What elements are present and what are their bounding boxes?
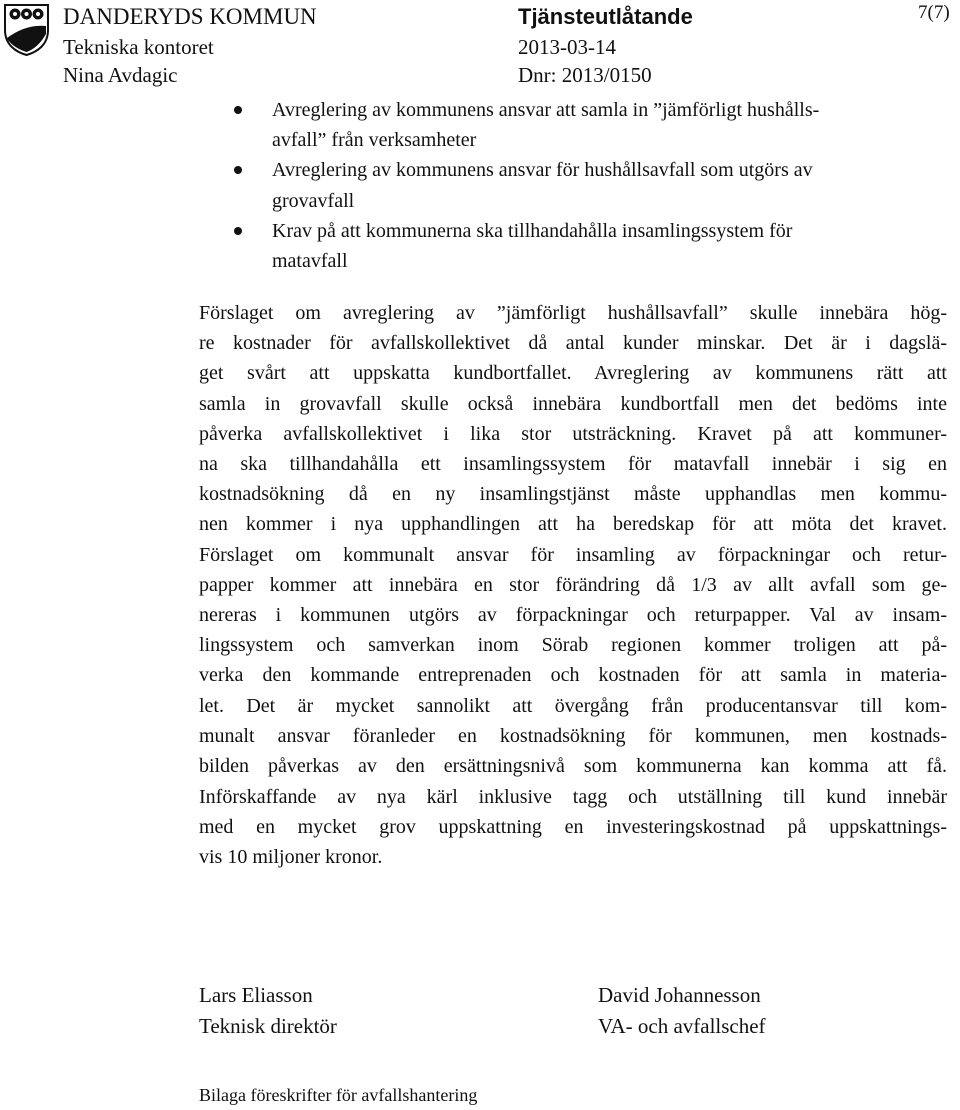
text-line: lingssystem och samverkan inom Sörab regionen kommer troligen att på-: [199, 634, 947, 657]
organization-name: DANDERYDS KOMMUN: [63, 4, 317, 29]
page-number: 7(7): [918, 2, 950, 23]
text-line: Avreglering av kommunens ansvar att samla in ”jämförligt hushålls-: [272, 99, 820, 121]
text-line: munalt ansvar föranleder en kostnadsökning för kommunen, men kostnads-: [199, 724, 947, 747]
text-line: re kostnader för avfallskollektivet då antal kunder minskar. Det är i dagslä-: [199, 332, 947, 355]
text-line: avfall” från verksamheter: [272, 129, 477, 152]
text-line: nen kommer i nya upphandlingen att ha beredskap för att möta det kravet.: [199, 513, 947, 536]
list-item: [236, 155, 956, 215]
author-name: Nina Avdagic: [63, 63, 178, 87]
text-line: matavfall: [272, 250, 348, 273]
department-name: Tekniska kontoret: [63, 35, 214, 59]
text-line: bilden påverkas av den ersättningsnivå som kommunerna kan komma att få.: [199, 755, 947, 778]
bullet-icon: [234, 227, 242, 235]
text-line: get svårt att uppskatta kundbortfallet. Avreglering av kommunens rätt att: [199, 362, 947, 385]
text-line: papper kommer att innebära en stor förändring då 1/3 av allt avfall som ge-: [199, 573, 947, 596]
text-line: påverka avfallskollektivet i lika stor utsträckning. Kravet på att kommuner-: [199, 422, 947, 445]
text-line: Införskaffande av nya kärl inklusive tagg och utställning till kund innebär: [199, 786, 947, 808]
text-line: samla in grovavfall skulle också innebära kundbortfall men det bedöms inte: [199, 392, 947, 415]
attachment-note: Bilaga föreskrifter för avfallshantering: [199, 1085, 478, 1105]
municipality-coat-of-arms-icon: [4, 4, 49, 56]
signature-block-right: [598, 980, 766, 1042]
text-line: let. Det är mycket sannolikt att övergång från producentansvar till kom-: [199, 694, 947, 717]
text-line: grovavfall: [272, 189, 355, 212]
bullet-list: [236, 95, 956, 276]
bullet-icon: [234, 106, 242, 114]
text-line: nereras i kommunen utgörs av förpackningar och returpapper. Val av insam-: [199, 604, 947, 627]
list-item: [236, 95, 956, 155]
text-line: na ska tillhandahålla ett insamlingssystem för matavfall innebär i sig en: [199, 453, 947, 476]
signer-title: VA- och avfallschef: [598, 1014, 766, 1038]
text-line: kostnadsökning då en ny insamlingstjänst måste upphandlas men kommu-: [199, 483, 947, 506]
text-line: Förslaget om avreglering av ”jämförligt hushållsavfall” skulle innebära hög-: [199, 302, 947, 324]
text-line: Avreglering av kommunens ansvar för hushållsavfall som utgörs av: [272, 159, 813, 182]
body-paragraph-impact: [199, 298, 947, 781]
document-date: 2013-03-14: [518, 35, 616, 59]
text-line: med en mycket grov uppskattning en investeringskostnad på uppskattnings-: [199, 816, 947, 839]
reference-number: Dnr: 2013/0150: [518, 63, 652, 87]
text-line: verka den kommande entreprenaden och kostnaden för att samla in materia-: [199, 664, 947, 687]
text-line: Krav på att kommunerna ska tillhandahålla insamlingssystem för: [272, 219, 793, 242]
document-type: Tjänsteutlåtande: [518, 4, 693, 29]
signer-name: Lars Eliasson: [199, 983, 313, 1007]
list-item: [236, 216, 956, 276]
signer-title: Teknisk direktör: [199, 1014, 337, 1038]
bullet-icon: [234, 166, 242, 174]
text-line: Förslaget om kommunalt ansvar för insamling av förpackningar och retur-: [199, 543, 947, 566]
signature-block-left: [199, 980, 337, 1042]
body-paragraph-investment: [199, 782, 947, 873]
text-line: vis 10 miljoner kronor.: [199, 846, 383, 869]
signer-name: David Johannesson: [598, 983, 761, 1007]
